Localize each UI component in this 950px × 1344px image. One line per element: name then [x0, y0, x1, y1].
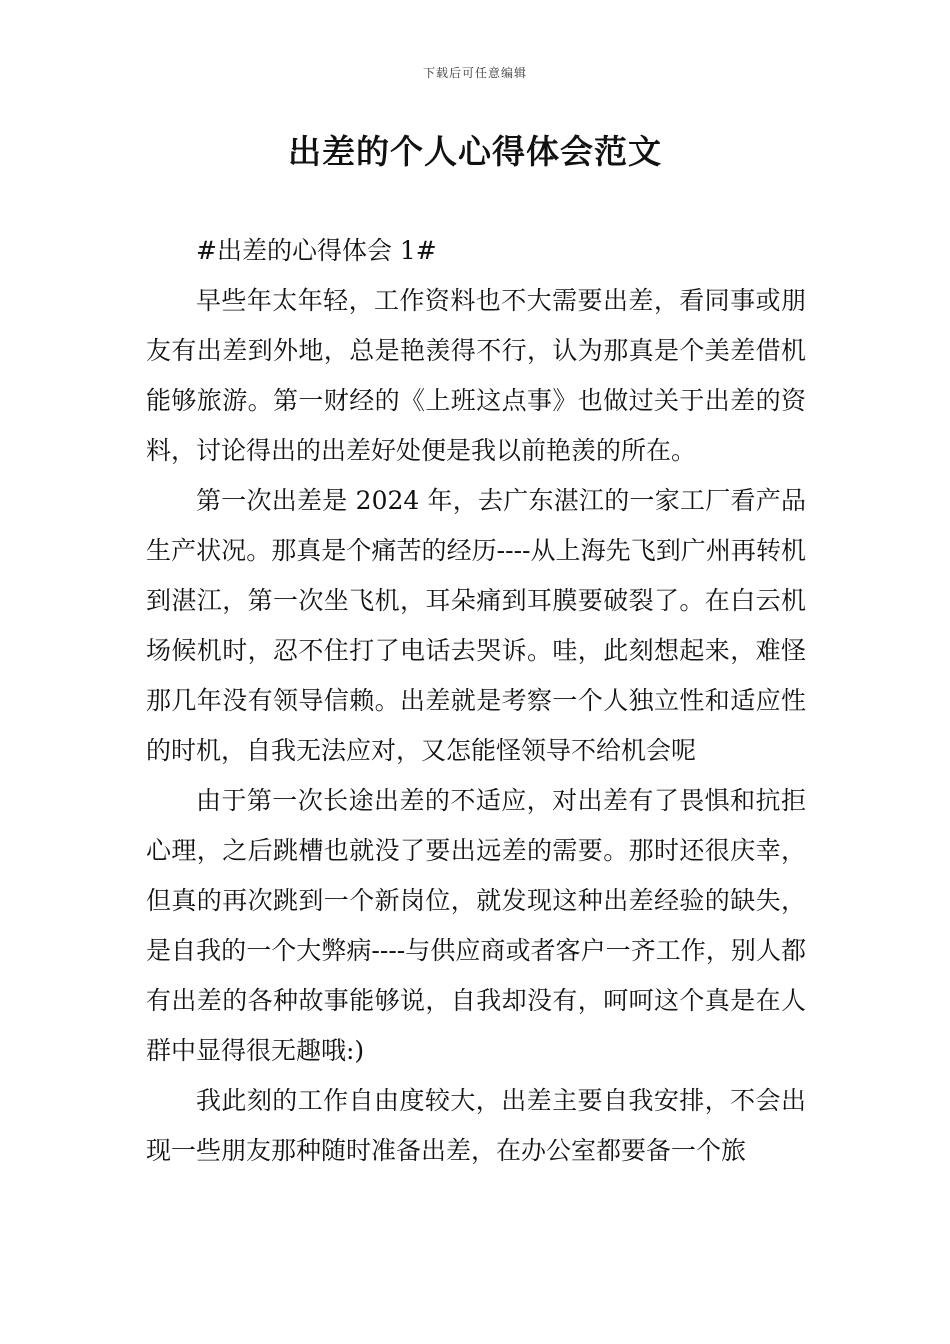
- paragraph-1: 早些年太年轻，工作资料也不大需要出差，看同事或朋友有出差到外地，总是艳羡得不行，认为那真是个美差借机能够旅游。第一财经的《上班这点事》也做过关于出差的资料，讨论得出的出差好处便是我以前艳羡的所在。: [146, 286, 806, 465]
- paragraph-2: 第一次出差是 2024 年，去广东湛江的一家工厂看产品生产状况。那真是个痛苦的经历----从上海先飞到广州再转机到湛江，第一次坐飞机，耳朵痛到耳膜要破裂了。在白云机场候机时，忍不住打了电话去哭诉。哇，此刻想起来，难怪那几年没有领导信赖。出差就是考察一个人独立性和适应性的时机，自我无法应对，又怎能怪领导不给机会呢: [146, 486, 806, 765]
- document-body: [146, 226, 806, 1176]
- paragraph-4: 我此刻的工作自由度较大，出差主要自我安排，不会出现一些朋友那种随时准备出差，在办公室都要备一个旅: [146, 1086, 806, 1165]
- section-heading: #出差的心得体会 1#: [196, 236, 437, 265]
- document-title: 出差的个人心得体会范文: [288, 132, 662, 171]
- paragraph-3: 由于第一次长途出差的不适应，对出差有了畏惧和抗拒心理，之后跳槽也就没了要出远差的需要。那时还很庆幸，但真的再次跳到一个新岗位，就发现这种出差经验的缺失，是自我的一个大弊病----与供应商或者客户一齐工作，别人都有出差的各种故事能够说，自我却没有，呵呵这个真是在人群中显得很无趣哦:): [146, 786, 806, 1065]
- header-note: 下载后可任意编辑: [422, 66, 527, 80]
